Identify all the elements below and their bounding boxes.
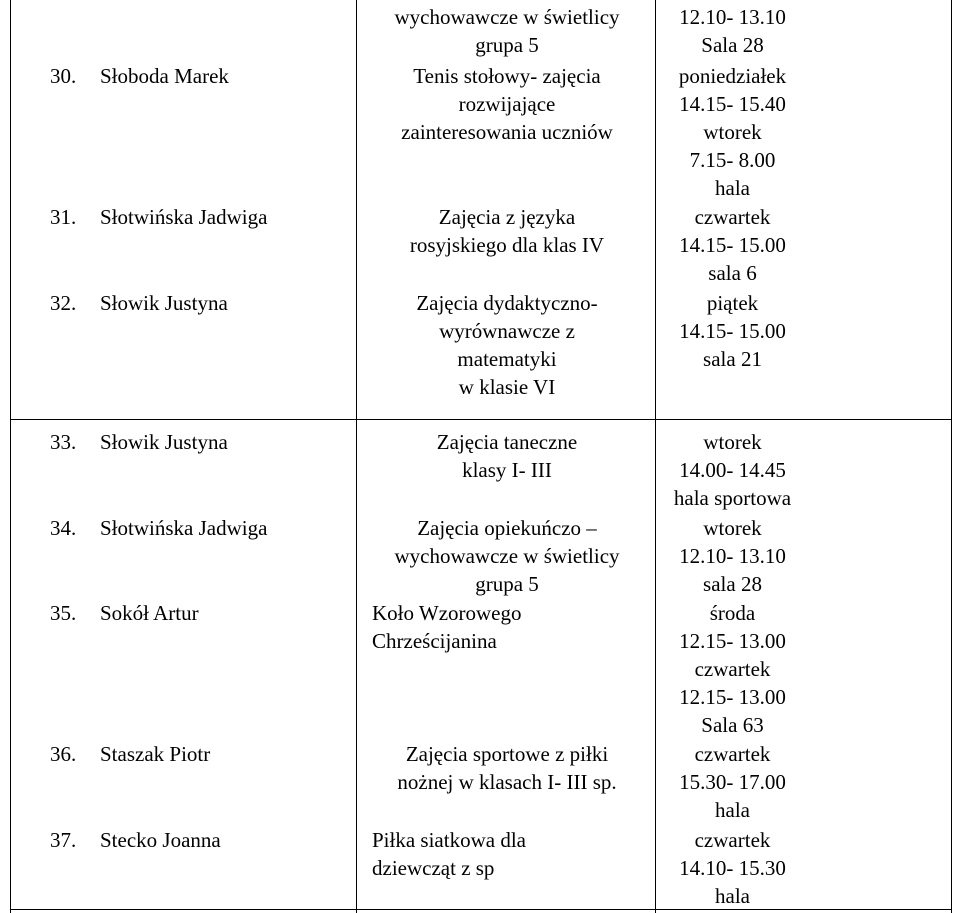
table-row-divider: [10, 419, 952, 420]
time-line: czwartek: [694, 742, 771, 766]
time-line: 14.15- 15.40: [679, 92, 786, 116]
activity-line: klasy I- III: [462, 458, 552, 482]
time-line: środa: [709, 601, 756, 625]
time-line: czwartek: [694, 205, 771, 229]
time-line: 15.30- 17.00: [679, 770, 786, 794]
time-line: piątek: [706, 291, 759, 315]
time-cell: [665, 428, 800, 512]
teacher-name: Słotwińska Jadwiga: [100, 205, 268, 229]
time-line: Sala 63: [701, 713, 764, 737]
time-line: 7.15- 8.00: [689, 148, 776, 172]
time-line: 14.15- 15.00: [679, 319, 786, 343]
row-number: 33.: [50, 430, 77, 454]
time-cell: [665, 599, 800, 739]
activity-cell: [372, 514, 642, 598]
time-cell: [665, 62, 800, 202]
activity-line: Zajęcia z języka: [438, 205, 576, 229]
row-number: 34.: [50, 516, 77, 540]
row-number: 36.: [50, 742, 77, 766]
time-cell: [665, 514, 800, 598]
activity-line: Zajęcia opiekuńczo –: [417, 516, 597, 540]
time-line: 14.10- 15.30: [679, 856, 786, 880]
teacher-cell: [50, 599, 199, 627]
time-line: 12.15- 13.00: [679, 629, 786, 653]
time-line: 14.15- 15.00: [679, 233, 786, 257]
time-cell: [665, 289, 800, 373]
time-line: 12.10- 13.10: [679, 5, 786, 29]
table-border-left: [10, 0, 11, 913]
activity-line: grupa 5: [475, 572, 539, 596]
time-cell: [665, 203, 800, 287]
time-cell-continued: [665, 3, 800, 59]
time-line: czwartek: [694, 657, 771, 681]
activity-line: Zajęcia dydaktyczno-: [416, 291, 598, 315]
activity-line: Chrześcijanina: [372, 629, 497, 653]
activity-line: rosyjskiego dla klas IV: [409, 233, 605, 257]
activity-line: rozwijające: [458, 92, 556, 116]
activity-line: matematyki: [457, 347, 557, 371]
teacher-name: Słowik Justyna: [100, 291, 228, 315]
time-line: 12.10- 13.10: [679, 544, 786, 568]
teacher-cell: [50, 514, 267, 542]
activity-cell: [372, 289, 642, 401]
teacher-cell: [50, 289, 228, 317]
teacher-cell: [50, 62, 229, 90]
activity-cell: [372, 740, 642, 796]
teacher-cell: [50, 826, 221, 854]
teacher-cell: [50, 740, 210, 768]
time-line: 12.15- 13.00: [679, 685, 786, 709]
teacher-name: Sokół Artur: [100, 601, 199, 625]
row-number: 31.: [50, 205, 77, 229]
activity-line: zainteresowania uczniów: [401, 120, 613, 144]
time-cell: [665, 826, 800, 910]
teacher-name: Stecko Joanna: [100, 828, 221, 852]
time-line: Sala 28: [701, 33, 764, 57]
time-line: wtorek: [703, 516, 762, 540]
time-line: sala 28: [703, 572, 762, 596]
time-line: sala 6: [708, 261, 757, 285]
table-border-col1: [356, 0, 357, 913]
teacher-cell: [50, 428, 228, 456]
teacher-name: Słowik Justyna: [100, 430, 228, 454]
time-line: wtorek: [703, 430, 762, 454]
teacher-cell: [50, 203, 267, 231]
activity-cell: [372, 826, 526, 882]
activity-line: wyrównawcze z: [439, 319, 575, 343]
activity-line: Piłka siatkowa dla: [372, 828, 526, 852]
activity-cell: [372, 203, 642, 259]
row-number: 37.: [50, 828, 77, 852]
activity-line: grupa 5: [475, 33, 539, 57]
time-line: wtorek: [703, 120, 762, 144]
teacher-name: Słoboda Marek: [100, 64, 229, 88]
time-line: hala: [715, 884, 750, 908]
row-number: 32.: [50, 291, 77, 315]
activity-cell: [372, 599, 522, 655]
activity-line: wychowawcze w świetlicy: [394, 5, 620, 29]
activity-cell: [372, 428, 642, 484]
activity-line: Zajęcia sportowe z piłki: [405, 742, 609, 766]
activity-cell-continued: [372, 3, 642, 59]
time-line: 14.00- 14.45: [679, 458, 786, 482]
time-line: hala sportowa: [673, 486, 792, 510]
activity-cell: [372, 62, 642, 146]
activity-line: nożnej w klasach I- III sp.: [397, 770, 617, 794]
teacher-name: Słotwińska Jadwiga: [100, 516, 268, 540]
table-border-col2: [655, 0, 656, 913]
activity-line: w klasie VI: [458, 375, 556, 399]
row-number: 30.: [50, 64, 77, 88]
activity-line: wychowawcze w świetlicy: [394, 544, 620, 568]
time-line: hala: [715, 798, 750, 822]
activity-line: dziewcząt z sp: [372, 856, 495, 880]
time-line: czwartek: [694, 828, 771, 852]
activity-line: Koło Wzorowego: [372, 601, 522, 625]
time-cell: [665, 740, 800, 824]
table-border-right: [951, 0, 952, 913]
activity-line: Tenis stołowy- zajęcia: [413, 64, 601, 88]
time-line: poniedziałek: [678, 64, 787, 88]
time-line: hala: [715, 176, 750, 200]
time-line: sala 21: [703, 347, 762, 371]
teacher-name: Staszak Piotr: [100, 742, 211, 766]
row-number: 35.: [50, 601, 77, 625]
activity-line: Zajęcia taneczne: [436, 430, 578, 454]
table-border-bottom: [10, 909, 952, 910]
